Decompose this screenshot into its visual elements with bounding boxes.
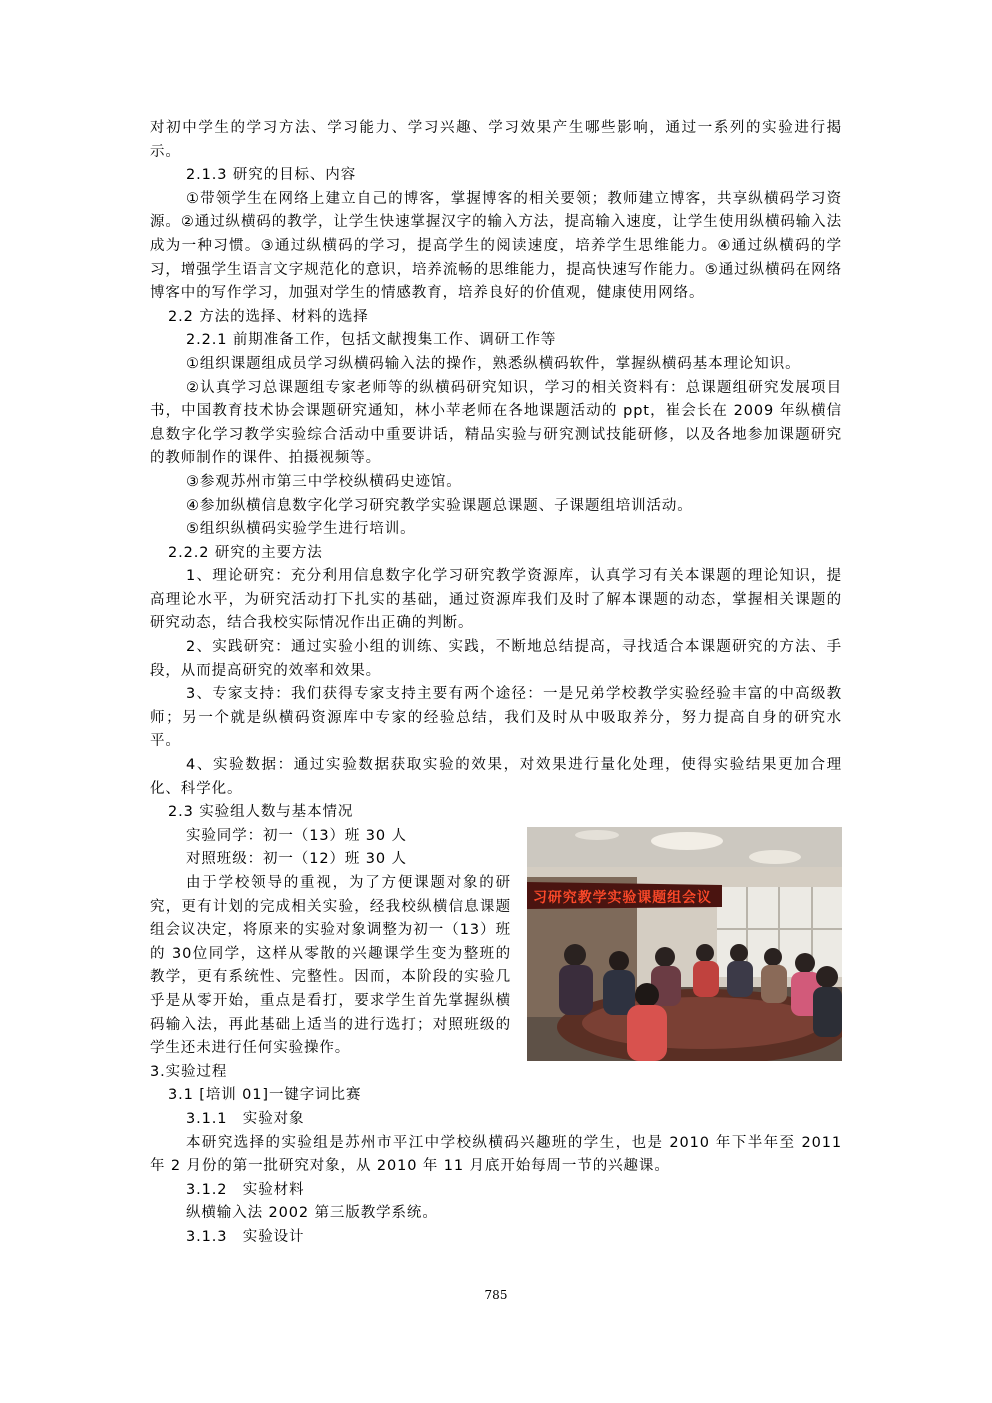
paragraph: 对初中学生的学习方法、学习能力、学习兴趣、学习效果产生哪些影响，通过一系列的实验进行揭示。 xyxy=(150,120,842,160)
paragraph: 3.1.2 实验材料 xyxy=(186,1181,305,1198)
paragraph: ④参加纵横信息数字化学习研究教学实验课题总课题、子课题组培训活动。 xyxy=(186,497,693,514)
paragraph: 3.1 [培训 01]一键字词比赛 xyxy=(168,1087,362,1104)
paragraph: 3.1.3 实验设计 xyxy=(186,1228,305,1245)
paragraph: ③参观苏州市第三中学校纵横码史迹馆。 xyxy=(186,473,462,490)
page-number: 785 xyxy=(484,1288,508,1302)
paragraph: 1、理论研究：充分利用信息数字化学习研究教学资源库，认真学习有关本课题的理论知识，提高理论水平，为研究活动打下扎实的基础，通过资源库我们及时了解本课题的动态，掌握相关课题的研究动态，结合我校实际情况作出正确的判断。 xyxy=(150,568,842,632)
paragraph: 3、专家支持：我们获得专家支持主要有两个途径：一是兄弟学校教学实验经验丰富的中高级教师；另一个就是纵横码资源库中专家的经验总结，我们及时从中吸取养分，努力提高自身的研究水平。 xyxy=(150,686,842,750)
paragraph: 4、实验数据：通过实验数据获取实验的效果，对效果进行量化处理，使得实验结果更加合理化、科学化。 xyxy=(150,757,842,797)
paragraph: ⑤组织纵横码实验学生进行培训。 xyxy=(186,521,416,538)
paragraph: 3.1.1 实验对象 xyxy=(186,1111,305,1127)
paragraph: ①带领学生在网络上建立自己的博客，掌握博客的相关要领；教师建立博客，共享纵横码学习资源。②通过纵横码的教学，让学生快速掌握汉字的输入方法，提高输入速度，让学生使用纵横码输入法成为一种习惯。③通过纵横码的学习，提高学生的阅读速度，培养学生思维能力。④通过纵横码的学习，增强学生语言文字规范化的意识，培养流畅的思维能力，提高快速写作能力。⑤通过纵横码在网络博客中的写作学习，加强对学生的情感教育，培养良好的价值观，健康使用网络。 xyxy=(150,190,842,302)
paragraph: ①组织课题组成员学习纵横码输入法的操作，熟悉纵横码软件，掌握纵横码基本理论知识。 xyxy=(186,355,801,372)
meeting-photo xyxy=(527,827,842,1061)
photo-section xyxy=(150,825,842,1061)
paragraph: 3.实验过程 xyxy=(150,1063,228,1080)
banner-text: 习研究教学实验课题组会议 xyxy=(533,889,712,906)
paragraph: 2.3 实验组人数与基本情况 xyxy=(168,804,354,821)
paragraph: 2.2.2 研究的主要方法 xyxy=(168,544,323,561)
paragraph: 纵横输入法 2002 第三版教学系统。 xyxy=(186,1205,438,1222)
paragraph: 2、实践研究：通过实验小组的训练、实践，不断地总结提高，寻找适合本课题研究的方法、手段，从而提高研究的效率和效果。 xyxy=(150,639,842,679)
paragraph: 由于学校领导的重视，为了方便课题对象的研究，更有计划的完成相关实验，经我校纵横信息课题组会议决定，将原来的实验对象调整为初一（13）班的 30位同学，这样从零散的兴趣课学生变为整班的教学，更有系统性、完整性。因而，本阶段的实验几乎是从零开始，重点是看打，要求学生首先掌握纵横码输入法，再此基础上适当的进行选打；对照班级的学生还未进行任何实验操作。 xyxy=(150,875,511,1057)
section-top xyxy=(150,117,842,825)
paragraph: 2.1.3 研究的目标、内容 xyxy=(186,167,357,184)
section-bottom xyxy=(150,1061,842,1250)
document-body xyxy=(150,117,842,1250)
paragraph: ②认真学习总课题组专家老师等的纵横码研究知识，学习的相关资料有：总课题组研究发展项目书，中国教育技术协会课题研究通知，林小苹老师在各地课题活动的 ppt，崔会长在 2009 年纵横信息数字化学习教学实验综合活动中重要讲话，精品实验与研究测试技能研修，以及各地参加课题研究的教师制作的课件、拍摄视频等。 xyxy=(150,379,842,467)
paragraph: 2.2.1 前期准备工作，包括文献搜集工作、调研工作等 xyxy=(186,332,557,349)
paragraph: 2.2 方法的选择、材料的选择 xyxy=(168,308,369,325)
paragraph: 对照班级：初一（12）班 30 人 xyxy=(186,851,407,868)
paragraph: 实验同学：初一（13）班 30 人 xyxy=(186,827,407,844)
paragraph: 本研究选择的实验组是苏州市平江中学校纵横码兴趣班的学生，也是 2010 年下半年至 2011 年 2 月份的第一批研究对象，从 2010 年 11 月底开始每周一节的兴趣课。 xyxy=(150,1134,842,1175)
